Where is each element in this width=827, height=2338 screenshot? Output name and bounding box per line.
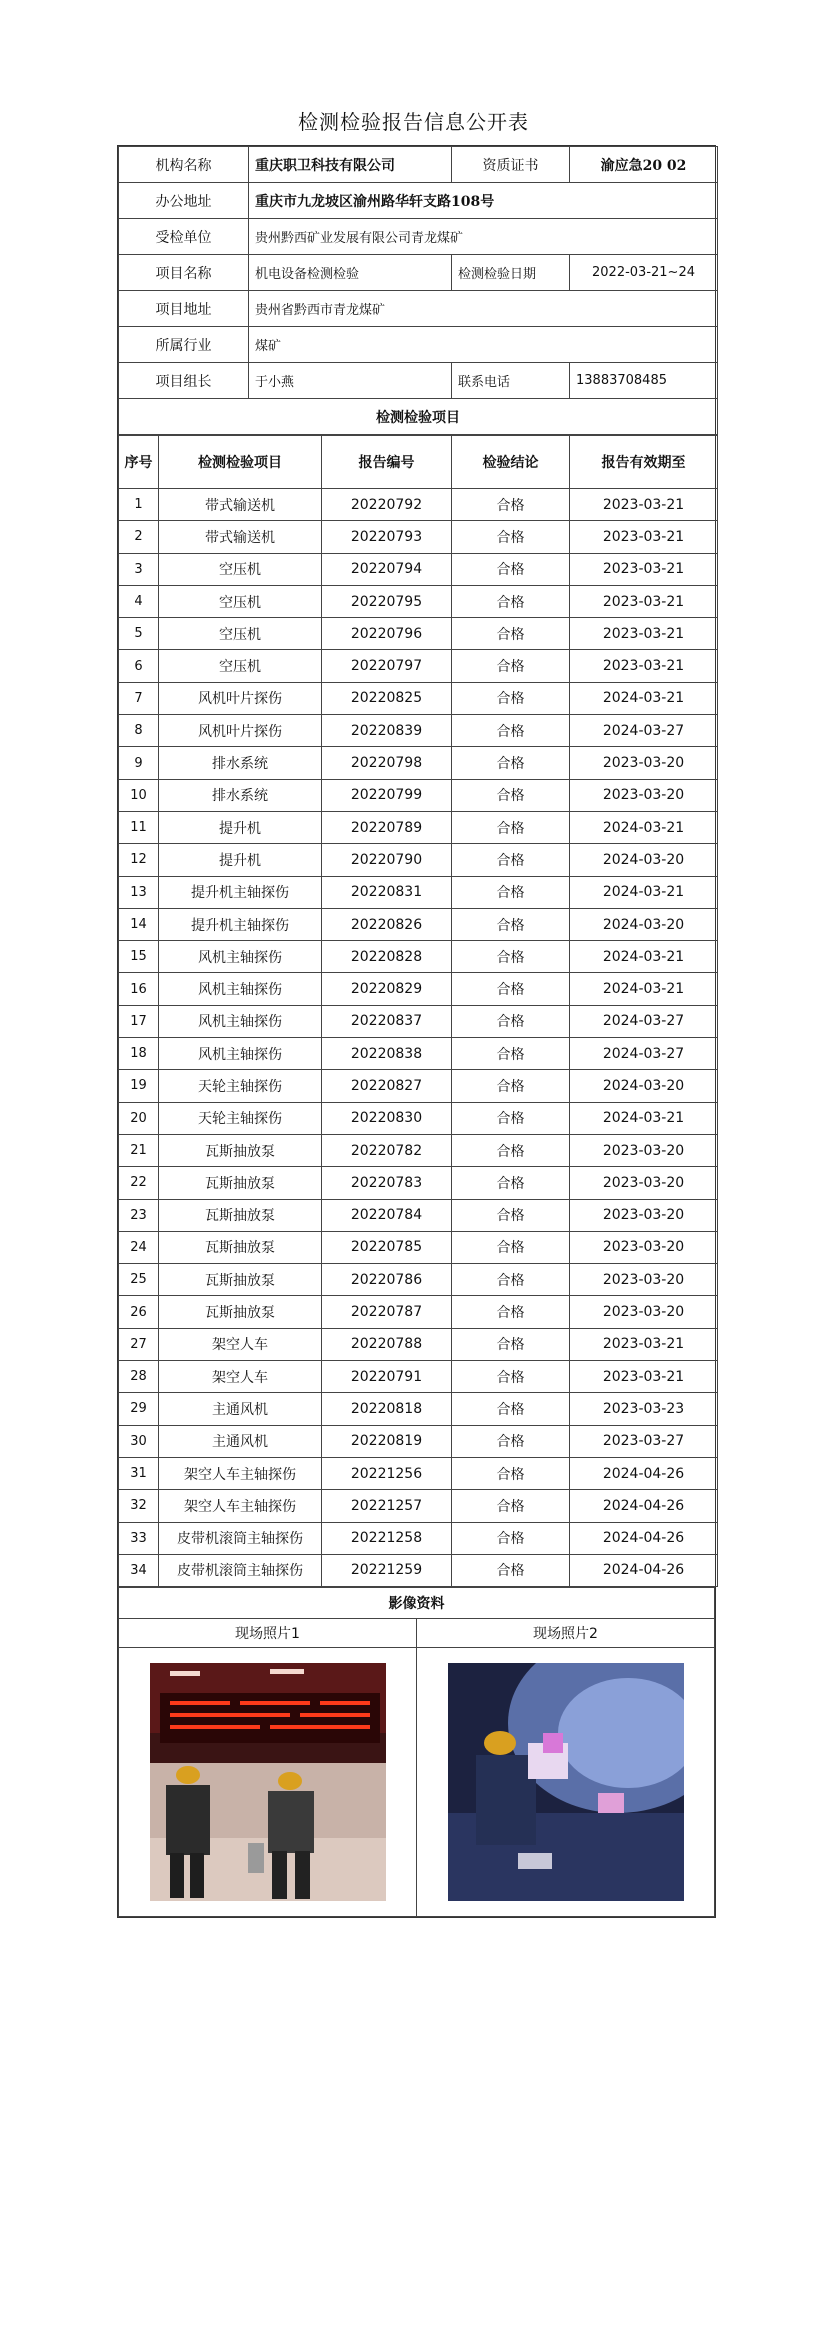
item-index: 12 — [119, 844, 159, 876]
item-valid-until: 2023-03-20 — [570, 1199, 718, 1231]
item-report-no: 20220826 — [322, 908, 452, 940]
items-section-row — [119, 399, 718, 435]
item-name: 风机主轴探伤 — [159, 1038, 322, 1070]
table-row — [119, 1457, 718, 1489]
item-report-no: 20220788 — [322, 1328, 452, 1360]
item-valid-until: 2023-03-21 — [570, 521, 718, 553]
item-report-no: 20220789 — [322, 811, 452, 843]
item-index: 31 — [119, 1457, 159, 1489]
item-name: 架空人车主轴探伤 — [159, 1490, 322, 1522]
item-report-no: 20220798 — [322, 747, 452, 779]
project-label: 项目名称 — [119, 255, 249, 291]
item-index: 7 — [119, 682, 159, 714]
page-title: 检测检验报告信息公开表 — [298, 110, 529, 134]
project-value: 机电设备检测检验 — [249, 255, 452, 291]
item-conclusion: 合格 — [452, 1070, 570, 1102]
item-valid-until: 2024-03-27 — [570, 715, 718, 747]
item-report-no: 20221256 — [322, 1457, 452, 1489]
date-value: 2022-03-21~24 — [570, 255, 718, 291]
site-photo-2 — [448, 1663, 684, 1901]
item-valid-until: 2023-03-20 — [570, 1167, 718, 1199]
table-row — [119, 650, 718, 682]
table-row — [119, 1167, 718, 1199]
item-index: 30 — [119, 1425, 159, 1457]
item-conclusion: 合格 — [452, 682, 570, 714]
item-name: 瓦斯抽放泵 — [159, 1134, 322, 1166]
col-header-index: 序号 — [119, 436, 159, 489]
leader-label: 项目组长 — [119, 363, 249, 399]
photo2-label: 现场照片2 — [417, 1619, 715, 1648]
item-report-no: 20220784 — [322, 1199, 452, 1231]
item-report-no: 20220783 — [322, 1167, 452, 1199]
item-name: 架空人车 — [159, 1328, 322, 1360]
photo-image-row — [119, 1648, 715, 1917]
item-name: 瓦斯抽放泵 — [159, 1264, 322, 1296]
item-index: 5 — [119, 618, 159, 650]
item-name: 架空人车主轴探伤 — [159, 1457, 322, 1489]
item-index: 26 — [119, 1296, 159, 1328]
item-name: 空压机 — [159, 618, 322, 650]
addr-value: 重庆市九龙坡区渝州路华轩支路108号 — [249, 183, 718, 219]
info-row-site — [119, 291, 718, 327]
item-index: 27 — [119, 1328, 159, 1360]
client-label: 受检单位 — [119, 219, 249, 255]
table-row — [119, 585, 718, 617]
col-header-item: 检测检验项目 — [159, 436, 322, 489]
item-valid-until: 2023-03-20 — [570, 1264, 718, 1296]
org-value: 重庆职卫科技有限公司 — [249, 147, 452, 183]
item-name: 风机叶片探伤 — [159, 715, 322, 747]
item-conclusion: 合格 — [452, 1102, 570, 1134]
table-row — [119, 521, 718, 553]
item-valid-until: 2023-03-20 — [570, 779, 718, 811]
photo-label-row — [119, 1619, 715, 1648]
item-index: 13 — [119, 876, 159, 908]
site-photo-1 — [150, 1663, 386, 1901]
items-body — [119, 489, 718, 1587]
cert-label: 资质证书 — [452, 147, 570, 183]
item-index: 17 — [119, 1005, 159, 1037]
table-row — [119, 1199, 718, 1231]
item-name: 主通风机 — [159, 1425, 322, 1457]
phone-value: 13883708485 — [570, 363, 718, 399]
item-report-no: 20220799 — [322, 779, 452, 811]
item-report-no: 20221259 — [322, 1554, 452, 1586]
item-valid-until: 2023-03-21 — [570, 1361, 718, 1393]
cert-value: 渝应急20 02 — [570, 147, 718, 183]
item-name: 天轮主轴探伤 — [159, 1070, 322, 1102]
item-index: 28 — [119, 1361, 159, 1393]
table-row — [119, 1102, 718, 1134]
item-report-no: 20220782 — [322, 1134, 452, 1166]
item-valid-until: 2024-03-21 — [570, 973, 718, 1005]
item-index: 11 — [119, 811, 159, 843]
item-name: 带式输送机 — [159, 489, 322, 521]
table-row — [119, 747, 718, 779]
item-name: 瓦斯抽放泵 — [159, 1296, 322, 1328]
item-index: 8 — [119, 715, 159, 747]
table-row — [119, 1393, 718, 1425]
info-row-org — [119, 147, 718, 183]
phone-label: 联系电话 — [452, 363, 570, 399]
item-index: 2 — [119, 521, 159, 553]
site-label: 项目地址 — [119, 291, 249, 327]
item-report-no: 20220792 — [322, 489, 452, 521]
info-row-industry — [119, 327, 718, 363]
item-conclusion: 合格 — [452, 747, 570, 779]
item-conclusion: 合格 — [452, 489, 570, 521]
item-index: 25 — [119, 1264, 159, 1296]
item-valid-until: 2023-03-21 — [570, 585, 718, 617]
item-conclusion: 合格 — [452, 1361, 570, 1393]
table-row — [119, 1038, 718, 1070]
col-header-valid-until: 报告有效期至 — [570, 436, 718, 489]
item-valid-until: 2023-03-21 — [570, 489, 718, 521]
table-row — [119, 1005, 718, 1037]
item-report-no: 20220793 — [322, 521, 452, 553]
info-row-client — [119, 219, 718, 255]
item-report-no: 20220819 — [322, 1425, 452, 1457]
info-row-leader — [119, 363, 718, 399]
leader-value: 于小燕 — [249, 363, 452, 399]
item-conclusion: 合格 — [452, 1134, 570, 1166]
item-conclusion: 合格 — [452, 1554, 570, 1586]
item-valid-until: 2024-03-20 — [570, 908, 718, 940]
item-conclusion: 合格 — [452, 941, 570, 973]
table-row — [119, 876, 718, 908]
col-header-report-no: 报告编号 — [322, 436, 452, 489]
table-row — [119, 1328, 718, 1360]
table-row — [119, 618, 718, 650]
item-conclusion: 合格 — [452, 876, 570, 908]
item-report-no: 20220796 — [322, 618, 452, 650]
item-conclusion: 合格 — [452, 1231, 570, 1263]
item-conclusion: 合格 — [452, 844, 570, 876]
table-row — [119, 1425, 718, 1457]
item-valid-until: 2024-03-21 — [570, 941, 718, 973]
item-index: 33 — [119, 1522, 159, 1554]
photo2-cell — [417, 1648, 715, 1917]
info-table — [118, 146, 718, 435]
item-conclusion: 合格 — [452, 1328, 570, 1360]
date-label: 检测检验日期 — [452, 255, 570, 291]
info-row-addr — [119, 183, 718, 219]
industry-value: 煤矿 — [249, 327, 718, 363]
item-name: 提升机主轴探伤 — [159, 908, 322, 940]
item-conclusion: 合格 — [452, 618, 570, 650]
item-conclusion: 合格 — [452, 1005, 570, 1037]
item-name: 风机叶片探伤 — [159, 682, 322, 714]
item-valid-until: 2024-03-21 — [570, 811, 718, 843]
item-report-no: 20221258 — [322, 1522, 452, 1554]
item-valid-until: 2024-03-20 — [570, 1070, 718, 1102]
item-report-no: 20220825 — [322, 682, 452, 714]
item-index: 15 — [119, 941, 159, 973]
item-conclusion: 合格 — [452, 1167, 570, 1199]
item-conclusion: 合格 — [452, 553, 570, 585]
item-index: 6 — [119, 650, 159, 682]
item-name: 空压机 — [159, 585, 322, 617]
addr-label: 办公地址 — [119, 183, 249, 219]
table-row — [119, 844, 718, 876]
table-row — [119, 682, 718, 714]
item-name: 架空人车 — [159, 1361, 322, 1393]
item-report-no: 20220786 — [322, 1264, 452, 1296]
item-conclusion: 合格 — [452, 1199, 570, 1231]
images-table — [118, 1587, 715, 1917]
item-report-no: 20220794 — [322, 553, 452, 585]
item-name: 空压机 — [159, 553, 322, 585]
item-valid-until: 2024-04-26 — [570, 1490, 718, 1522]
item-conclusion: 合格 — [452, 1296, 570, 1328]
site-value: 贵州省黔西市青龙煤矿 — [249, 291, 718, 327]
item-report-no: 20220829 — [322, 973, 452, 1005]
table-row — [119, 1134, 718, 1166]
item-name: 风机主轴探伤 — [159, 1005, 322, 1037]
item-valid-until: 2024-03-27 — [570, 1038, 718, 1070]
item-valid-until: 2024-03-21 — [570, 876, 718, 908]
item-report-no: 20220785 — [322, 1231, 452, 1263]
item-valid-until: 2023-03-20 — [570, 1231, 718, 1263]
item-index: 9 — [119, 747, 159, 779]
item-report-no: 20220828 — [322, 941, 452, 973]
item-conclusion: 合格 — [452, 650, 570, 682]
item-conclusion: 合格 — [452, 908, 570, 940]
item-name: 提升机 — [159, 811, 322, 843]
item-report-no: 20220795 — [322, 585, 452, 617]
table-row — [119, 1361, 718, 1393]
table-row — [119, 553, 718, 585]
item-valid-until: 2024-03-21 — [570, 682, 718, 714]
item-index: 3 — [119, 553, 159, 585]
table-row — [119, 908, 718, 940]
item-index: 34 — [119, 1554, 159, 1586]
item-name: 瓦斯抽放泵 — [159, 1199, 322, 1231]
item-index: 24 — [119, 1231, 159, 1263]
item-conclusion: 合格 — [452, 1522, 570, 1554]
item-report-no: 20220837 — [322, 1005, 452, 1037]
table-row — [119, 1231, 718, 1263]
item-report-no: 20220797 — [322, 650, 452, 682]
images-section-row — [119, 1588, 715, 1619]
table-row — [119, 1522, 718, 1554]
item-report-no: 20220838 — [322, 1038, 452, 1070]
items-section-title: 检测检验项目 — [119, 399, 718, 435]
item-name: 瓦斯抽放泵 — [159, 1167, 322, 1199]
org-label: 机构名称 — [119, 147, 249, 183]
item-name: 提升机主轴探伤 — [159, 876, 322, 908]
item-name: 排水系统 — [159, 779, 322, 811]
item-conclusion: 合格 — [452, 715, 570, 747]
item-index: 22 — [119, 1167, 159, 1199]
item-index: 29 — [119, 1393, 159, 1425]
item-index: 32 — [119, 1490, 159, 1522]
item-report-no: 20220787 — [322, 1296, 452, 1328]
table-row — [119, 1070, 718, 1102]
photo1-label: 现场照片1 — [119, 1619, 417, 1648]
table-row — [119, 941, 718, 973]
item-report-no: 20220827 — [322, 1070, 452, 1102]
item-index: 19 — [119, 1070, 159, 1102]
item-conclusion: 合格 — [452, 1490, 570, 1522]
item-conclusion: 合格 — [452, 1038, 570, 1070]
item-name: 空压机 — [159, 650, 322, 682]
images-section-title: 影像资料 — [119, 1588, 715, 1619]
item-name: 排水系统 — [159, 747, 322, 779]
table-row — [119, 1554, 718, 1586]
item-valid-until: 2023-03-23 — [570, 1393, 718, 1425]
table-row — [119, 973, 718, 1005]
item-index: 1 — [119, 489, 159, 521]
item-name: 带式输送机 — [159, 521, 322, 553]
item-report-no: 20221257 — [322, 1490, 452, 1522]
table-row — [119, 779, 718, 811]
table-row — [119, 811, 718, 843]
item-conclusion: 合格 — [452, 521, 570, 553]
item-name: 提升机 — [159, 844, 322, 876]
items-header-row — [119, 436, 718, 489]
item-index: 10 — [119, 779, 159, 811]
item-conclusion: 合格 — [452, 1264, 570, 1296]
photo1-cell — [119, 1648, 417, 1917]
item-name: 皮带机滚筒主轴探伤 — [159, 1522, 322, 1554]
item-index: 18 — [119, 1038, 159, 1070]
item-conclusion: 合格 — [452, 1457, 570, 1489]
col-header-conclusion: 检验结论 — [452, 436, 570, 489]
item-name: 瓦斯抽放泵 — [159, 1231, 322, 1263]
item-name: 风机主轴探伤 — [159, 973, 322, 1005]
item-index: 20 — [119, 1102, 159, 1134]
table-row — [119, 1490, 718, 1522]
item-name: 主通风机 — [159, 1393, 322, 1425]
item-name: 天轮主轴探伤 — [159, 1102, 322, 1134]
item-valid-until: 2023-03-21 — [570, 1328, 718, 1360]
table-row — [119, 1264, 718, 1296]
item-valid-until: 2023-03-21 — [570, 618, 718, 650]
item-valid-until: 2023-03-27 — [570, 1425, 718, 1457]
item-index: 4 — [119, 585, 159, 617]
industry-label: 所属行业 — [119, 327, 249, 363]
item-report-no: 20220830 — [322, 1102, 452, 1134]
table-row — [119, 715, 718, 747]
item-index: 23 — [119, 1199, 159, 1231]
item-name: 风机主轴探伤 — [159, 941, 322, 973]
item-valid-until: 2023-03-20 — [570, 1134, 718, 1166]
item-conclusion: 合格 — [452, 1425, 570, 1457]
table-row — [119, 1296, 718, 1328]
item-valid-until: 2024-04-26 — [570, 1522, 718, 1554]
item-valid-until: 2023-03-21 — [570, 553, 718, 585]
item-report-no: 20220790 — [322, 844, 452, 876]
items-table — [118, 435, 718, 1587]
item-name: 皮带机滚筒主轴探伤 — [159, 1554, 322, 1586]
info-row-project — [119, 255, 718, 291]
item-valid-until: 2024-03-20 — [570, 844, 718, 876]
item-valid-until: 2023-03-20 — [570, 1296, 718, 1328]
item-conclusion: 合格 — [452, 1393, 570, 1425]
item-index: 14 — [119, 908, 159, 940]
item-valid-until: 2024-03-27 — [570, 1005, 718, 1037]
item-valid-until: 2023-03-21 — [570, 650, 718, 682]
item-valid-until: 2024-03-21 — [570, 1102, 718, 1134]
item-valid-until: 2024-04-26 — [570, 1554, 718, 1586]
item-report-no: 20220839 — [322, 715, 452, 747]
item-conclusion: 合格 — [452, 973, 570, 1005]
item-report-no: 20220791 — [322, 1361, 452, 1393]
item-report-no: 20220831 — [322, 876, 452, 908]
table-row — [119, 489, 718, 521]
report-table — [117, 145, 716, 1918]
item-conclusion: 合格 — [452, 779, 570, 811]
item-valid-until: 2023-03-20 — [570, 747, 718, 779]
item-valid-until: 2024-04-26 — [570, 1457, 718, 1489]
item-report-no: 20220818 — [322, 1393, 452, 1425]
item-index: 16 — [119, 973, 159, 1005]
item-conclusion: 合格 — [452, 811, 570, 843]
client-value: 贵州黔西矿业发展有限公司青龙煤矿 — [249, 219, 718, 255]
item-conclusion: 合格 — [452, 585, 570, 617]
item-index: 21 — [119, 1134, 159, 1166]
